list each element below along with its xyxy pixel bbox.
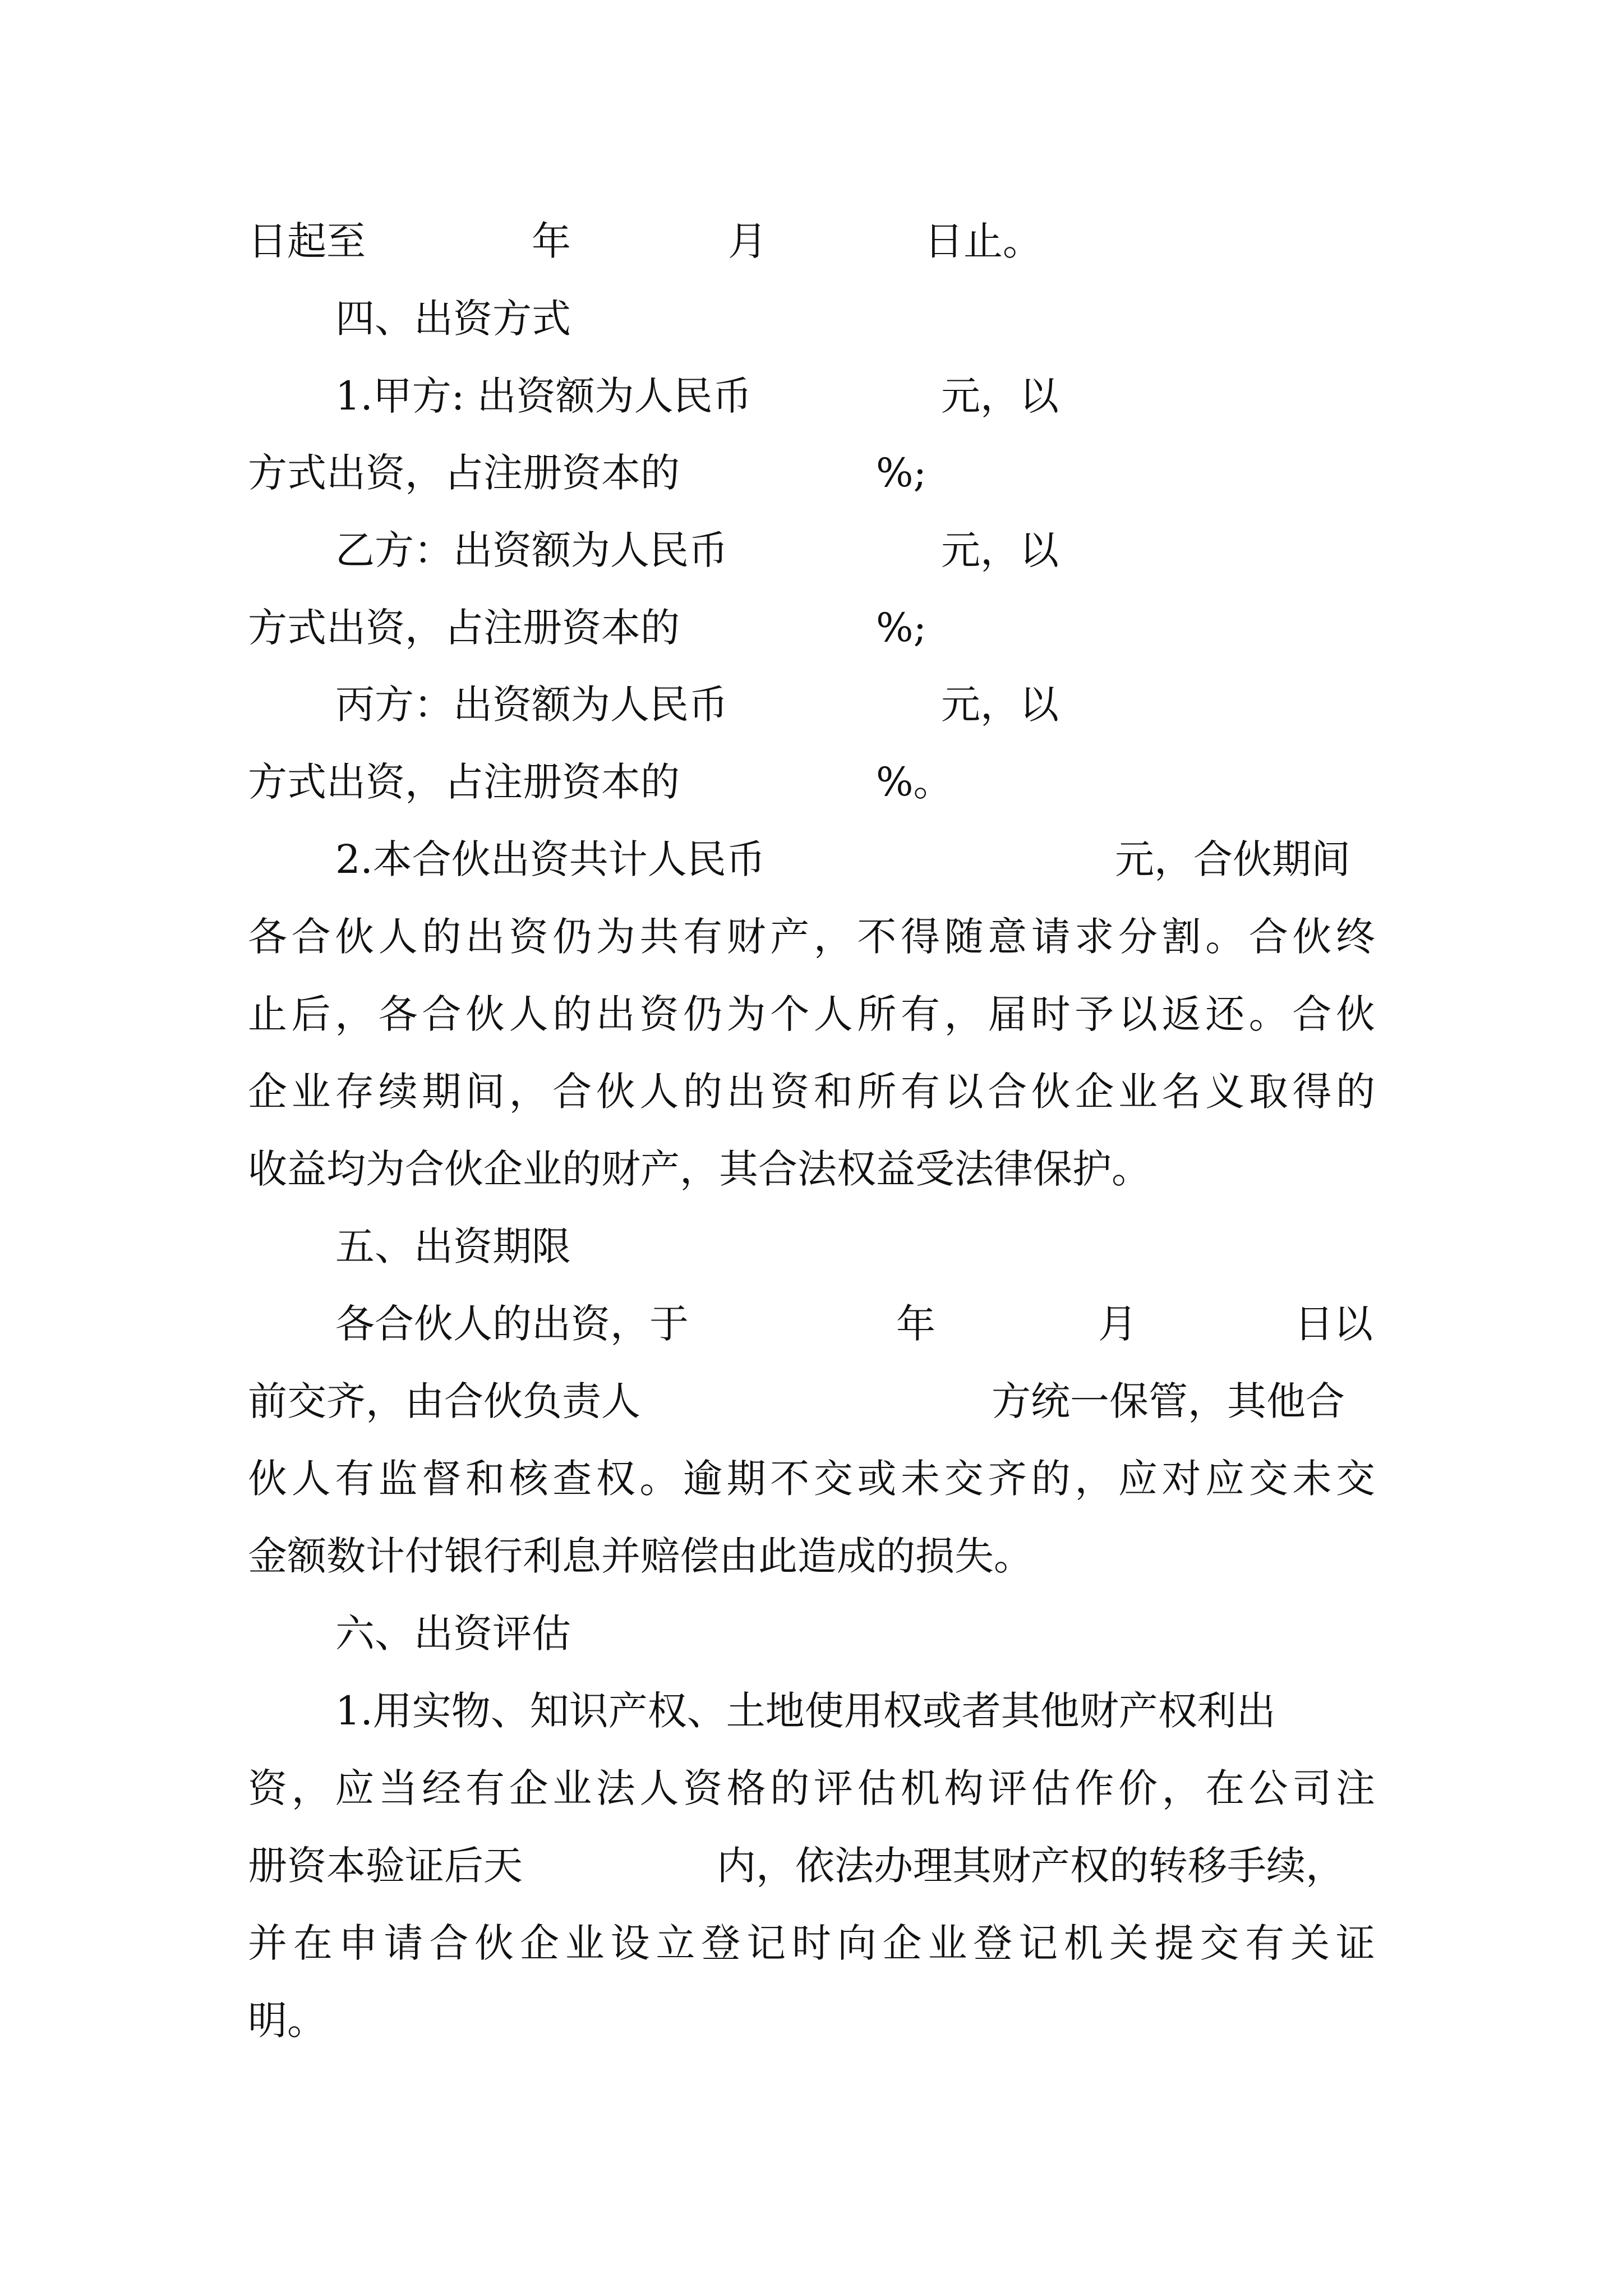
line-15-part-1: 各合伙人的出资，于 [335, 1301, 689, 1347]
line-1-part-4: 日止。 [924, 218, 1042, 264]
line-23-part-1: 并在申请合伙企业设立登记时向企业登记机关提交有关证 [248, 1920, 1381, 1966]
line-4-part-2: %; [876, 450, 927, 496]
text-line-11 [0, 986, 1380, 1042]
text-line-6 [0, 600, 927, 656]
line-8-part-2: %。 [876, 759, 953, 805]
line-18-part-1: 金额数计付银行利息并赔偿由此造成的损失。 [248, 1533, 1033, 1579]
line-13-part-1: 收益均为合伙企业的财产，其合法权益受法律保护。 [248, 1146, 1151, 1192]
text-line-4 [0, 445, 927, 501]
line-7-part-2: 元，以 [941, 682, 1059, 728]
line-15-part-4: 日以 [1294, 1301, 1373, 1347]
text-line-22 [0, 1838, 1345, 1894]
line-9-part-1: 2.本合伙出资共计人民币 [335, 836, 766, 882]
line-14-part-1: 五、出资期限 [335, 1223, 571, 1269]
text-line-13 [0, 1141, 1151, 1197]
text-line-5 [0, 522, 1059, 578]
line-21-part-1: 资，应当经有企业法人资格的评估机构评估作价，在公司注 [248, 1765, 1380, 1811]
text-line-3 [0, 368, 1059, 424]
section-heading-4 [0, 291, 571, 347]
line-5-part-2: 元，以 [941, 527, 1059, 573]
text-line-7 [0, 677, 1059, 733]
line-16-part-2: 方统一保管，其他合 [992, 1378, 1345, 1424]
line-22-part-2: 内，依法办理其财产权的转移手续， [717, 1843, 1345, 1889]
text-line-17 [0, 1451, 1380, 1507]
text-line-8 [0, 754, 953, 810]
line-6-part-1: 方式出资，占注册资本的 [248, 605, 680, 651]
text-line-23 [0, 1915, 1381, 1971]
text-line-1 [0, 213, 1042, 269]
line-3-part-2: 元，以 [941, 373, 1059, 419]
line-5-part-1: 乙方：出资额为人民币 [335, 527, 728, 573]
text-line-16 [0, 1373, 1345, 1429]
text-line-24 [0, 1993, 326, 2049]
line-16-part-1: 前交齐，由合伙负责人 [248, 1378, 640, 1424]
line-1-part-3: 月 [728, 218, 767, 264]
line-11-part-1: 止后，各合伙人的出资仍为个人所有，届时予以返还。合伙 [248, 991, 1380, 1037]
line-19-part-1: 六、出资评估 [335, 1611, 571, 1657]
section-heading-6 [0, 1605, 571, 1662]
text-line-18 [0, 1528, 1033, 1584]
line-9-part-2: 元，合伙期间 [1115, 836, 1350, 882]
line-1-part-2: 年 [532, 218, 571, 264]
line-15-part-2: 年 [896, 1301, 935, 1347]
line-6-part-2: %; [876, 605, 927, 651]
line-2-part-1: 四、出资方式 [335, 296, 571, 342]
line-10-part-1: 各合伙人的出资仍为共有财产，不得随意请求分割。合伙终 [248, 914, 1380, 960]
text-line-15 [0, 1296, 1373, 1352]
line-3-part-1: 1.甲方: 出资额为人民币 [335, 373, 752, 419]
line-20-part-1: 1.用实物、知识产权、土地使用权或者其他财产权利出 [335, 1688, 1276, 1734]
line-17-part-1: 伙人有监督和核查权。逾期不交或未交齐的，应对应交未交 [248, 1456, 1380, 1502]
line-8-part-1: 方式出资，占注册资本的 [248, 759, 680, 805]
line-4-part-1: 方式出资，占注册资本的 [248, 450, 680, 496]
text-line-10 [0, 909, 1380, 965]
line-7-part-1: 丙方：出资额为人民币 [335, 682, 728, 728]
section-heading-5 [0, 1218, 571, 1274]
text-line-21 [0, 1760, 1380, 1816]
text-line-9 [0, 831, 1350, 887]
text-line-12 [0, 1064, 1380, 1120]
line-24-part-1: 明。 [248, 1998, 326, 2044]
line-1-part-1: 日起至 [248, 218, 366, 264]
line-15-part-3: 月 [1098, 1301, 1137, 1347]
line-22-part-1: 册资本验证后天 [248, 1843, 523, 1889]
line-12-part-1: 企业存续期间，合伙人的出资和所有以合伙企业名义取得的 [248, 1069, 1380, 1115]
text-line-20 [0, 1683, 1276, 1739]
